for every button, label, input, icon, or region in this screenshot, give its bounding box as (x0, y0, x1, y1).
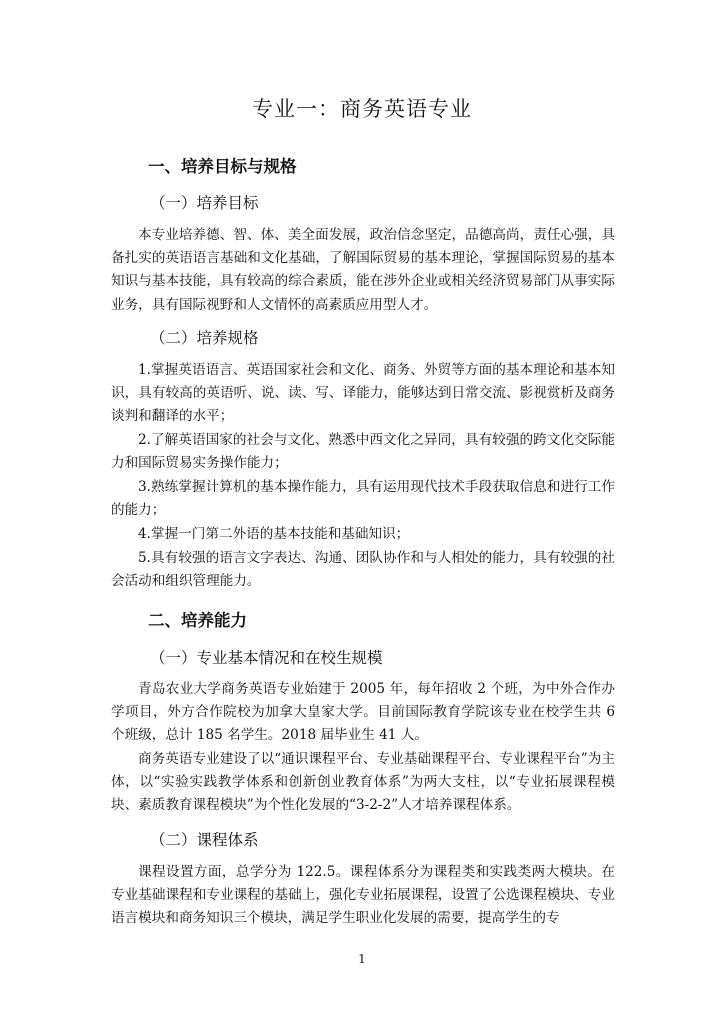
paragraph-goal: 本专业培养德、智、体、美全面发展，政治信念坚定，品德高尚，责任心强，具备扎实的英语语言基础和文化基础，了解国际贸易的基本理论，掌握国际贸易的基本知识与基本技能，具有较高的综合素质，能在涉外企业或相关经济贸易部门从事实际业务，具有国际视野和人文情怀的高素质应用型人才。 (111, 227, 615, 313)
page-number: 1 (358, 952, 366, 966)
subsection-heading-course-system: （二）课程体系 (150, 831, 259, 849)
section-heading-ability: 二、培养能力 (148, 611, 247, 630)
list-item-spec-5: 5.具有较强的语言文字表达、沟通、团队协作和与人相处的能力，具有较强的社会活动和组织管理能力。 (111, 550, 615, 590)
subsection-heading-specification: （二）培养规格 (150, 329, 259, 347)
list-item-spec-1: 1.掌握英语语言、英语国家社会和文化、商务、外贸等方面的基本理论和基本知识，具有较高的英语听、说、读、写、译能力，能够达到日常交流、影视赏析及商务谈判和翻译的水平； (111, 362, 615, 425)
paragraph-course-system: 课程设置方面，总学分为 122.5。课程体系分为课程类和实践类两大模块。在专业基础课程和专业课程的基础上，强化专业拓展课程，设置了公选课程模块、专业语言模块和商务知识三个模块，满足学生职业化发展的需要，提高学生的专 (111, 864, 615, 927)
paragraph-basic-info: 青岛农业大学商务英语专业始建于 2005 年，每年招收 2 个班，为中外合作办学项目，外方合作院校为加拿大皇家大学。目前国际教育学院该专业在校学生共 6 个班级，总计 185 名学生。2018 届毕业生 41 人。 (111, 681, 615, 744)
list-item-spec-3: 3.熟练掌握计算机的基本操作能力，具有运用现代技术手段获取信息和进行工作的能力； (111, 479, 615, 519)
document-title: 专业一：商务英语专业 (252, 97, 472, 121)
subsection-heading-basic-info: （一）专业基本情况和在校生规模 (150, 649, 383, 667)
section-heading-training-goals: 一、培养目标与规格 (148, 157, 297, 176)
list-item-spec-4: 4.掌握一门第二外语的基本技能和基础知识； (138, 526, 410, 542)
subsection-heading-goal: （一）培养目标 (150, 194, 259, 212)
list-item-spec-2: 2.了解英语国家的社会与文化、熟悉中西文化之异同，具有较强的跨文化交际能力和国际贸易实务操作能力； (111, 432, 615, 472)
paragraph-curriculum-platform: 商务英语专业建设了以“通识课程平台、专业基础课程平台、专业课程平台”为主体，以“实验实践教学体系和创新创业教育体系”为两大支柱，以“专业拓展课程模块、素质教育课程模块”为个性化发展的“3-2-2”人才培养课程体系。 (111, 751, 615, 814)
